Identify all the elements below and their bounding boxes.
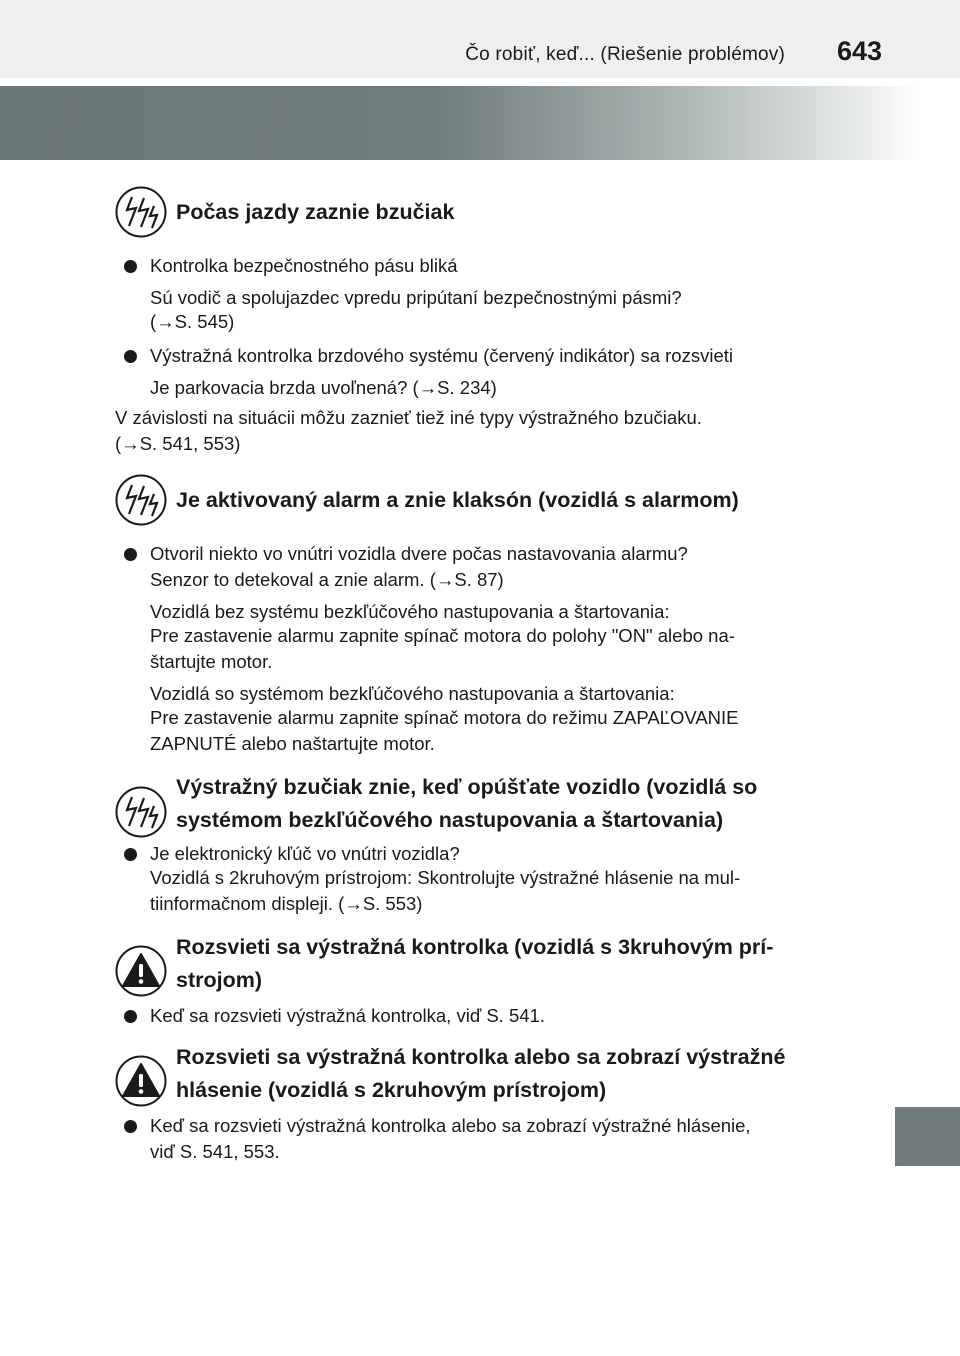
bullet-text: Keď sa rozsvieti výstražná kontrolka alebo sa zobrazí výstražné hlásenie, <box>150 1115 751 1136</box>
body-line: Senzor to detekoval a znie alarm. (→S. 87) <box>150 569 504 590</box>
body-line: tiinformačnom displeji. (→S. 553) <box>150 893 423 914</box>
body-line: Pre zastavenie alarmu zapnite spínač motora do polohy "ON" alebo na- <box>150 625 735 646</box>
header-band <box>0 0 960 78</box>
chapter-side-tab <box>895 1107 960 1166</box>
bullet-icon <box>124 1120 137 1133</box>
note-line: V závislosti na situácii môžu zaznieť tiež iné typy výstražného bzučiaku. <box>115 407 702 428</box>
section-title: Počas jazdy zaznie bzučiak <box>176 200 455 224</box>
body-line: ZAPNUTÉ alebo naštartujte motor. <box>150 733 435 754</box>
bullet-icon <box>124 848 137 861</box>
bullet-icon <box>124 350 137 363</box>
section-title: Rozsvieti sa výstražná kontrolka alebo sa zobrazí výstražné <box>176 1045 786 1069</box>
body-line: viď S. 541, 553. <box>150 1141 280 1162</box>
bullet-text: Keď sa rozsvieti výstražná kontrolka, viď S. 541. <box>150 1005 545 1026</box>
section-title: Je aktivovaný alarm a znie klaksón (vozidlá s alarmom) <box>176 488 739 512</box>
bullet-icon <box>124 548 137 561</box>
body-line: štartujte motor. <box>150 651 273 672</box>
lightning-bolts-icon <box>115 474 167 526</box>
lightning-bolts-icon <box>115 786 167 838</box>
warning-triangle-icon <box>115 1055 167 1107</box>
section-title: systémom bezkľúčového nastupovania a štartovania) <box>176 808 724 832</box>
bullet-text: Je elektronický kľúč vo vnútri vozidla? <box>150 843 460 864</box>
bullet-text: Otvoril niekto vo vnútri vozidla dvere počas nastavovania alarmu? <box>150 543 688 564</box>
running-title: Čo robiť, keď... (Riešenie problémov) <box>465 44 785 65</box>
section-title: strojom) <box>176 968 262 992</box>
section-title: hlásenie (vozidlá s 2kruhovým prístrojom) <box>176 1078 607 1102</box>
note-line: (→S. 541, 553) <box>115 433 241 454</box>
chapter-gradient-bar <box>0 86 960 160</box>
bullet-text: Kontrolka bezpečnostného pásu bliká <box>150 255 458 276</box>
body-line: Pre zastavenie alarmu zapnite spínač motora do režimu ZAPAĽOVANIE <box>150 707 739 728</box>
section-title: Rozsvieti sa výstražná kontrolka (vozidlá s 3kruhovým prí- <box>176 935 774 959</box>
body-line: Vozidlá s 2kruhovým prístrojom: Skontrolujte výstražné hlásenie na mul- <box>150 867 741 888</box>
lightning-bolts-icon <box>115 186 167 238</box>
bullet-icon <box>124 1010 137 1023</box>
body-line: (→S. 545) <box>150 311 235 332</box>
bullet-text: Výstražná kontrolka brzdového systému (červený indikátor) sa rozsvieti <box>150 345 733 366</box>
body-line: Vozidlá bez systému bezkľúčového nastupovania a štartovania: <box>150 601 670 622</box>
bullet-icon <box>124 260 137 273</box>
body-line: Sú vodič a spolujazdec vpredu pripútaní bezpečnostnými pásmi? <box>150 287 682 308</box>
warning-triangle-icon <box>115 945 167 997</box>
body-line: Je parkovacia brzda uvoľnená? (→S. 234) <box>150 377 497 398</box>
section-title: Výstražný bzučiak znie, keď opúšťate vozidlo (vozidlá so <box>176 775 758 799</box>
body-line: Vozidlá so systémom bezkľúčového nastupovania a štartovania: <box>150 683 675 704</box>
page-number: 643 <box>836 36 882 66</box>
